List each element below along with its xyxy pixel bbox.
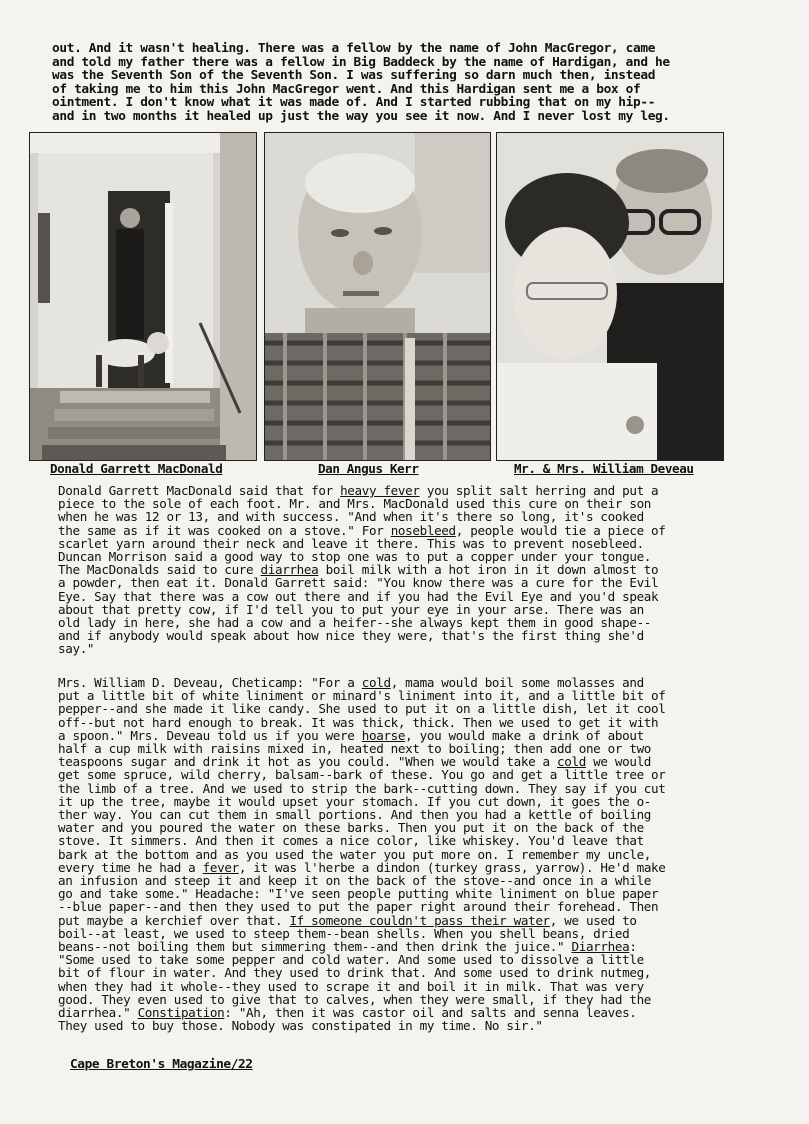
- text-run: water and you poured the water on these barks. Then you put it on the back of the: [58, 820, 644, 836]
- ailment-cold: cold: [361, 675, 391, 690]
- photo-caption: Donald Garrett MacDonald: [50, 461, 223, 476]
- text-run: when he was 12 or 13, and with success. "And when it's there so long, it's cooked: [58, 509, 644, 525]
- text-run: bit of flour in water. And they used to drink that. And some used to drink nutmeg,: [58, 965, 652, 981]
- text-run: They used to buy those. Nobody was constipated in my time. No sir.": [58, 1018, 543, 1034]
- text-run: :: [629, 939, 637, 955]
- intro-line: and in two months it healed up just the way you see it now. And I never lost my leg.: [52, 108, 670, 124]
- text-run: pepper--and she made it like candy. She used to put it on a little dish, let it cool: [58, 701, 666, 717]
- deveau-paragraph: [58, 676, 758, 1032]
- macdonald-paragraph: [58, 484, 758, 656]
- text-run: old lady in here, she had a cow and a heifer--she always kept them in good shape--: [58, 615, 652, 631]
- text-run: , you would make a drink of about: [405, 727, 644, 743]
- text-run: say.": [58, 641, 95, 657]
- text-run: The MacDonalds said to cure: [58, 562, 261, 578]
- ailment-diarrhea: Diarrhea: [571, 939, 630, 955]
- text-run: a spoon." Mrs. Deveau told us if you were: [58, 727, 362, 743]
- text-run: Duncan Morrison said a good way to stop one was to put a copper under your tongue.: [58, 549, 652, 565]
- text-run: off--but not hard enough to break. It was thick, thick. Then we used to get it with: [58, 714, 659, 730]
- photo-dan-angus-kerr: [264, 132, 491, 461]
- text-run: , we used to: [549, 912, 637, 928]
- text-run: , mama would boil some molasses and: [390, 675, 644, 690]
- text-run: ther way. You can cut them in small portions. And then you had a kettle of boiling: [58, 807, 652, 823]
- intro-line: out. And it wasn't healing. There was a fellow by the name of John MacGregor, came: [52, 41, 656, 56]
- text-run: : "Ah, then it was castor oil and salts and senna leaves.: [224, 1005, 637, 1021]
- text-run: Eye. Say that there was a cow out there and if you had the Evil Eye and you'd speak: [58, 588, 659, 604]
- text-run: put maybe a kerchief over that.: [58, 912, 290, 928]
- text-run: we would: [585, 754, 652, 770]
- text-run: bark at the bottom and as you used the water you put more on. I remember my uncle,: [58, 846, 652, 862]
- intro-paragraph: [52, 42, 752, 124]
- text-run: it up the tree, maybe it would upset your stomach. If you cut down, it goes the o-: [58, 793, 652, 809]
- photo-mr-mrs-william-deveau: [496, 132, 724, 461]
- text-run: boil milk with a hot iron in it down almost to: [318, 562, 659, 578]
- intro-line: was the Seventh Son of the Seventh Son. I was suffering so darn much then, instead: [52, 68, 656, 84]
- text-run: when they had it whole--they used to scrape it and boil it in milk. That was very: [58, 978, 644, 994]
- text-run: Donald Garrett MacDonald said that for: [58, 483, 341, 498]
- ailment-heavy-fever: heavy fever: [340, 483, 420, 498]
- ailment-nosebleed: nosebleed: [390, 522, 456, 538]
- text-run: , people would tie a piece of: [455, 522, 666, 538]
- photo-caption: Mr. & Mrs. William Deveau: [514, 461, 694, 476]
- text-run: you split salt herring and put a: [419, 483, 659, 498]
- text-run: the same as if it was cooked on a stove." For: [58, 522, 391, 538]
- text-run: "Some used to take some pepper and cold water. And some used to dissolve a little: [58, 952, 644, 968]
- ailment-urine: If someone couldn't pass their water: [289, 912, 550, 928]
- text-run: stove. It simmers. And then it comes a nice color, like whiskey. You'd leave that: [58, 833, 644, 849]
- text-run: good. They even used to give that to calves, when they were small, if they had the: [58, 991, 652, 1007]
- ailment-hoarse: hoarse: [361, 727, 406, 743]
- text-run: every time he had a: [58, 859, 203, 875]
- text-run: put a little bit of white liniment or minard's liniment into it, and a little bit of: [58, 688, 666, 704]
- text-run: get some spruce, wild cherry, balsam--bark of these. You go and get a little tree or: [58, 767, 666, 783]
- photo-caption: Dan Angus Kerr: [318, 461, 419, 476]
- photo-donald-garrett-macdonald: [29, 132, 257, 461]
- ailment-constipation: Constipation: [137, 1005, 225, 1021]
- intro-line: and told my father there was a fellow in Big Baddeck by the name of Hardigan, and he: [52, 54, 670, 70]
- text-run: --blue paper--and then they used to put the paper right around their forehead. Then: [58, 899, 659, 915]
- text-run: and if anybody would speak about how nice they were, that's the first thing she'd: [58, 628, 644, 644]
- text-run: about that pretty cow, if I'd tell you to put your eye in your arse. There was an: [58, 601, 644, 617]
- text-run: teaspoons sugar and drink it hot as you could. "When we would take a: [58, 754, 558, 770]
- text-run: boil--at least, we used to steep them--bean shells. When you shell beans, dried: [58, 925, 630, 941]
- intro-line: of taking me to him this John MacGregor went. And this Hardigan sent me a box of: [52, 81, 641, 97]
- text-run: piece to the sole of each foot. Mr. and Mrs. MacDonald used this cure on their son: [58, 496, 652, 512]
- text-run: the limb of a tree. And we used to strip the bark--cutting down. They say if you cut: [58, 780, 666, 796]
- text-run: a powder, then eat it. Donald Garrett said: "You know there was a cure for the Evil: [58, 575, 659, 591]
- text-run: scarlet yarn around their neck and leave it there. This was to prevent nosebleed.: [58, 535, 644, 551]
- text-run: diarrhea.": [58, 1005, 138, 1021]
- page-footer: Cape Breton's Magazine/22: [70, 1057, 253, 1072]
- text-run: go and take some." Headache: "I've seen people putting white liniment on blue paper: [58, 886, 659, 902]
- text-run: Mrs. William D. Deveau, Cheticamp: "For a: [58, 675, 362, 690]
- text-run: beans--not boiling them but simmering them--and then drink the juice.": [58, 939, 572, 955]
- text-run: half a cup milk with raisins mixed in, heated next to boiling; then add one or two: [58, 741, 652, 757]
- ailment-cold: cold: [557, 754, 586, 770]
- text-run: , it was l'herbe a dindon (turkey grass, yarrow). He'd make: [238, 859, 666, 875]
- ailment-diarrhea: diarrhea: [260, 562, 319, 578]
- ailment-fever: fever: [202, 859, 239, 875]
- text-run: an infusion and steep it and keep it on the back of the stove--and once in a while: [58, 873, 652, 889]
- intro-line: ointment. I don't know what it was made of. And I started rubbing that on my hip--: [52, 95, 656, 111]
